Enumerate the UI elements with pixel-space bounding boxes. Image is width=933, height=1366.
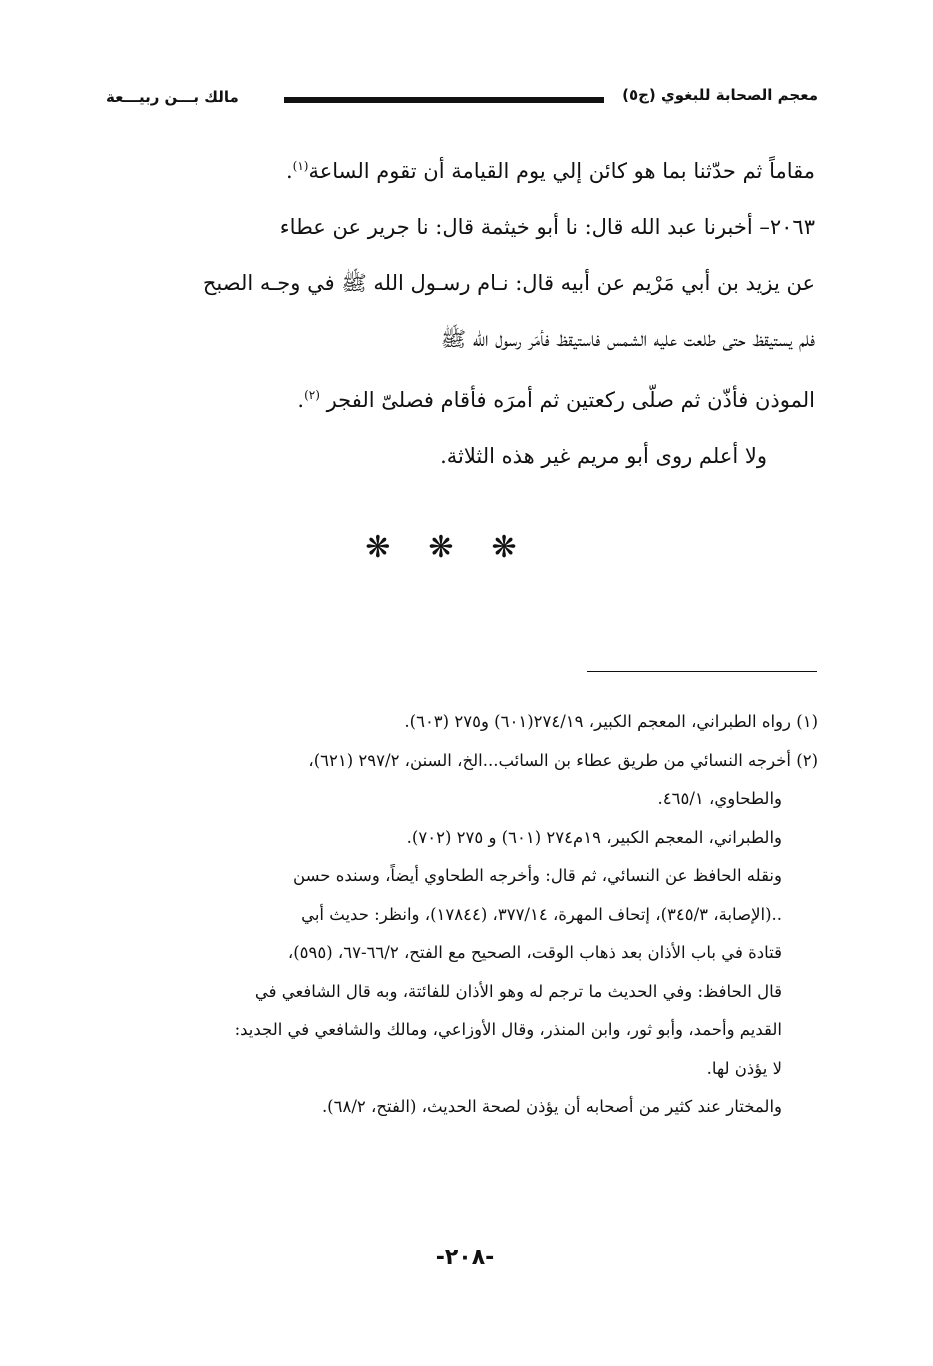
footnote-line: (١) رواه الطبراني، المعجم الكبير، ٢٧٤/١٩(٦٠١) و٢٧٥ (٦٠٣). <box>404 712 818 731</box>
footnote-line: (٢) أخرجه النسائي من طريق عطاء بن السائب...الخ، السنن، ٢٩٧/٢ (٦٢١)، <box>308 750 818 770</box>
text-line: فلم يستيقظ حتى طلعت عليه الشمس فاستيقظ فأمَر رسول الله ﷺ <box>440 327 815 351</box>
running-header <box>100 86 818 120</box>
text-line: عن يزيد بن أبي مَرْيم عن أبيه قال: نـام رسـول الله ﷺ في وجـه الصبح <box>202 271 815 295</box>
footnote-line: ونقله الحافظ عن النسائي، ثم قال: وأخرجه الطحاوي أيضاً، وسنده حسن <box>293 866 782 885</box>
hadith-number-line: ٢٠٦٣– أخبرنا عبد الله قال: نا أبو خيثمة قال: نا جرير عن عطاء <box>279 215 815 239</box>
text-line: مقاماً ثم حدّثنا بما هو كائن إلي يوم القيامة أن تقوم الساعة$^{(١)}$. <box>285 159 815 183</box>
footnote-line: لا يؤذن لها. <box>706 1058 782 1078</box>
text-line: الموذن فأذّن ثم صلّى ركعتين ثم أمرَه فأقام فصلىّ الفجر $^{(٢)}$. <box>297 388 815 412</box>
footnote-rule <box>587 671 817 672</box>
footnotes <box>103 703 818 1127</box>
header-rule <box>284 97 604 103</box>
footnote-ref: (٢) <box>304 388 320 402</box>
book-title: معجم الصحابة للبغوي (ج٥) <box>622 86 818 104</box>
footnote-line: والطحاوي، ٤٦٥/١. <box>657 789 782 808</box>
footnote-line: قتادة في باب الأذان بعد ذهاب الوقت، الصحيح مع الفتح، ٦٦/٢-٦٧، (٥٩٥)، <box>287 943 782 962</box>
section-separator: ❋❋❋ <box>365 530 555 565</box>
footnote-line: قال الحافظ: وفي الحديث ما ترجم له وهو الأذان للفائتة، وبه قال الشافعي في <box>254 981 782 1001</box>
footnote-line: والطبراني، المعجم الكبير، ١٩م٢٧٤ (٦٠١) و ٢٧٥ (٧٠٢). <box>406 827 782 847</box>
footnote-ref: (١) <box>292 159 309 173</box>
chapter-name: مالك بـــن ربيـــعة <box>106 88 239 106</box>
footnote-line: القديم وأحمد، وأبو ثور، وابن المنذر، وقال الأوزاعي، ومالك والشافعي في الجديد: <box>234 1020 782 1039</box>
page-number: -٢٠٨- <box>435 1245 495 1270</box>
main-text <box>103 138 815 484</box>
text-line: ولا أعلم روى أبو مريم غير هذه الثلاثة. <box>440 444 767 468</box>
footnote-line: ..(الإصابة، ٣٤٥/٣)، إتحاف المهرة، ٣٧٧/١٤، (١٧٨٤٤)، وانظر: حديث أبي <box>301 904 782 924</box>
footnote-line: والمختار عند كثير من أصحابه أن يؤذن لصحة الحديث، (الفتح، ٦٨/٢). <box>321 1097 782 1116</box>
